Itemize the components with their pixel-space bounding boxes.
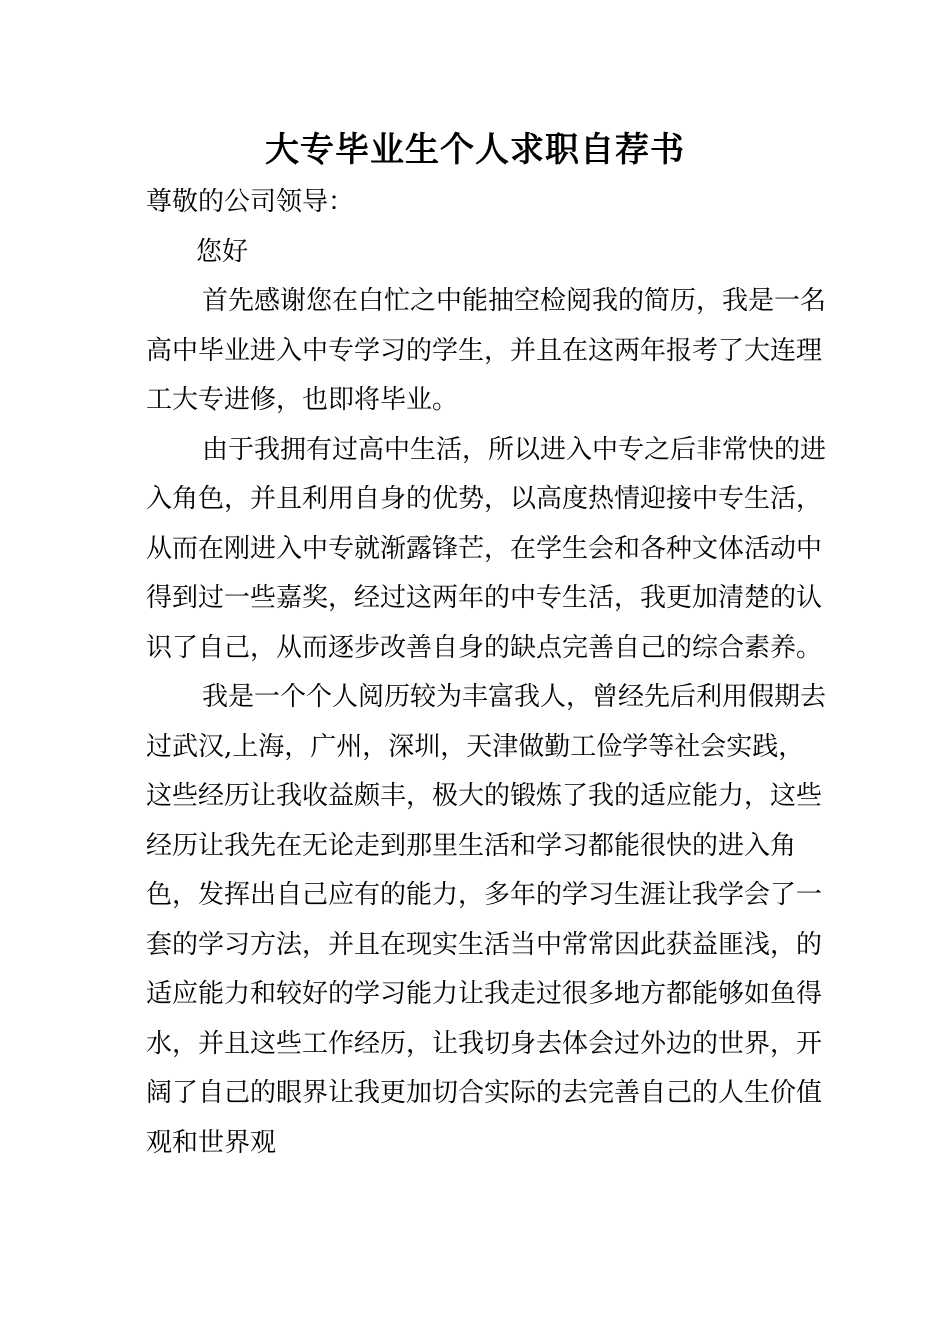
page-title: 大专毕业生个人求职自荐书	[265, 130, 685, 170]
paragraph-experience: 我是一个个人阅历较为丰富我人，曾经先后利用假期去过武汉,上海，广州，深圳，天津做勤工俭学等社会实践，这些经历让我收益颇丰，极大的锻炼了我的适应能力，这些经历让我先在无论走到那里生活和学习都能很快的进入角色，发挥出自己应有的能力，多年的学习生涯让我学会了一套的学习方法，并且在现实生活当中常常因此获益匪浅，的适应能力和较好的学习能力让我走过很多地方都能够如鱼得水，并且这些工作经历，让我切身去体会过外边的世界，开阔了自己的眼界让我更加切合实际的去完善自己的人生价值观和世界观	[146, 682, 827, 1158]
paragraph-intro: 首先感谢您在白忙之中能抽空检阅我的简历，我是一名高中毕业进入中专学习的学生，并且在这两年报考了大连理工大专进修，也即将毕业。	[146, 286, 827, 415]
paragraph-school-life: 由于我拥有过高中生活，所以进入中专之后非常快的进入角色，并且利用自身的优势，以高度热情迎接中专生活，从而在刚进入中专就渐露锋芒，在学生会和各种文体活动中得到过一些嘉奖，经过这两年的中专生活，我更加清楚的认识了自己，从而逐步改善自身的缺点完善自己的综合素养。	[146, 434, 827, 663]
salutation: 尊敬的公司领导：	[146, 187, 355, 217]
letter-body	[146, 178, 826, 1168]
greeting: 您好	[196, 236, 249, 267]
